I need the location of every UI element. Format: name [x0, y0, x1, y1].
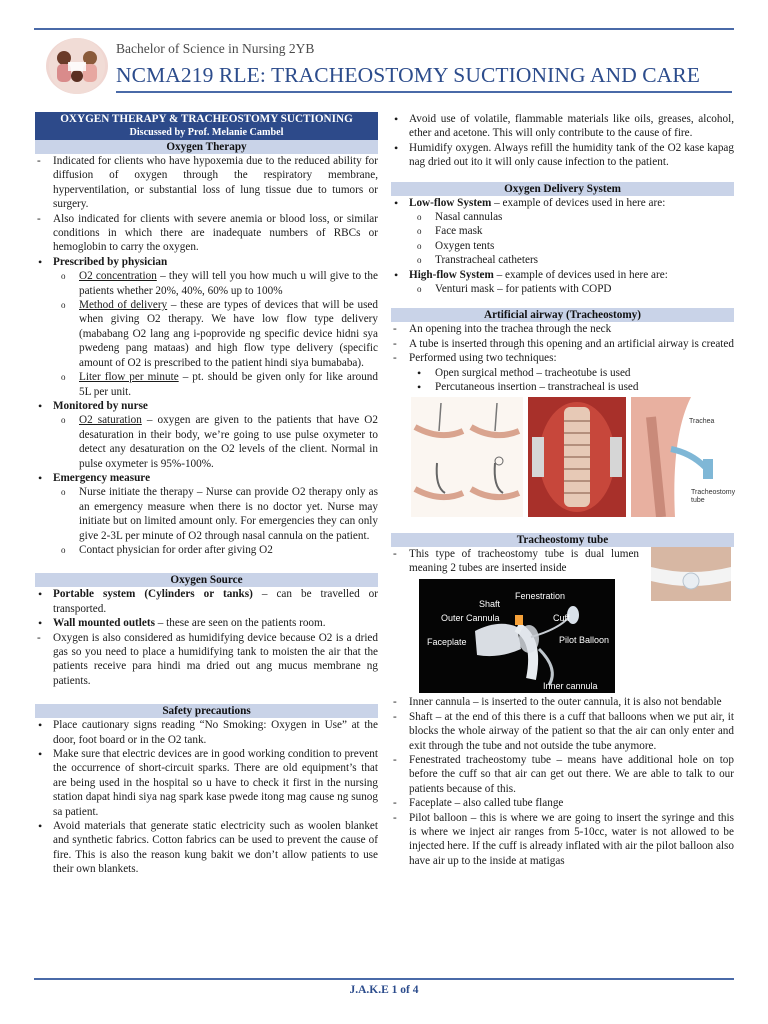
subheading-monitored: Monitored by nurse [53, 399, 148, 412]
top-rule [34, 28, 734, 30]
list-item: - Shaft – at the end of this there is a cuff that balloons when we put air, it blocks the whole airway of the patient so that the air can only enter and exit through the tube and not outside the tube anymore. [391, 710, 734, 753]
section-heading-oxygen-source: Oxygen Source [35, 573, 378, 587]
list-item [35, 370, 378, 399]
section-heading-oxygen-therapy: Oxygen Therapy [35, 140, 378, 154]
label-outer-cannula: Outer Cannula [441, 613, 500, 624]
program-subtitle: Bachelor of Science in Nursing 2YB [116, 41, 315, 56]
list-item [35, 616, 378, 630]
term: Method of delivery [79, 299, 168, 312]
tracheostomy-tube-diagram [631, 397, 734, 517]
left-column [35, 112, 378, 877]
label-fenestration: Fenestration [515, 591, 566, 602]
subheading-prescribed: Prescribed by physician [53, 255, 168, 268]
term-text: – example of devices used in here are: [493, 268, 668, 281]
term-text: – these are seen on the patients room. [154, 617, 326, 630]
header-rule [116, 91, 732, 93]
list-item: • Open surgical method – tracheotube is used [391, 366, 734, 380]
list-item: o Oxygen tents [391, 239, 734, 253]
list-item: • Percutaneous insertion – transtracheal is used [391, 380, 734, 394]
section-heading-delivery: Oxygen Delivery System [391, 182, 734, 196]
list-item: o Venturi mask – for patients with COPD [391, 282, 734, 296]
author-logo [46, 38, 108, 94]
list-item: - Also indicated for clients with severe anemia or blood loss, or similar conditions in which there are inadequate numbers of RBCs or hemoglobin to carry the oxygen. [35, 212, 378, 255]
section-heading-airway: Artificial airway (Tracheostomy) [391, 308, 734, 322]
list-item: - Faceplate – also called tube flange [391, 796, 734, 810]
insertion-steps-illustration [411, 397, 523, 517]
tube-parts-photo [419, 579, 615, 693]
list-item [35, 471, 378, 485]
list-item [391, 196, 734, 210]
bold-term: High-flow System [409, 268, 494, 281]
list-item [35, 298, 378, 370]
label-cuff: Cuff [553, 613, 570, 624]
subheading-emergency: Emergency measure [53, 471, 151, 484]
list-item: o Transtracheal catheters [391, 253, 734, 267]
figure-label-tracheostomy-tube: Tracheostomy tube [691, 488, 736, 504]
list-item [391, 268, 734, 282]
list-item: • Avoid use of volatile, flammable materials like oils, greases, alcohol, ether and acetone. This will only contribute to the cause of fire. [391, 112, 734, 141]
tracheostomy-figures [391, 397, 734, 521]
list-item [35, 269, 378, 298]
topic-title: OXYGEN THERAPY & TRACHEOSTOMY SUCTIONING [60, 113, 353, 125]
list-item: - This type of tracheostomy tube is dual lumen meaning 2 tubes are inserted inside [391, 547, 639, 576]
list-item: - Indicated for clients who have hypoxemia due to the reduced ability for diffusion of oxygen through the respiratory membrane, hyperventilation, or substantial loss of lung tissue due to tumors or surgery. [35, 154, 378, 212]
list-item: - Oxygen is also considered as humidifying device because O2 is a dried gas so you need to place a humidifying tank to moisten the air that the patients receive para hindi ma dried out ang mucus membrane ng patients. [35, 631, 378, 689]
term: O2 saturation [79, 414, 142, 427]
trachea-surgery-photo [528, 397, 626, 517]
section-heading-safety: Safety precautions [35, 704, 378, 718]
list-item: • Avoid materials that generate static electricity such as woolen blanket and synthetic fabrics. Cotton fabrics can be used to prevent the cause of fire. This is also the reason kung bakit we don’t allow patients to use their own blankets. [35, 819, 378, 877]
list-item: o Contact physician for order after giving O2 [35, 543, 378, 557]
page-title: NCMA219 RLE: TRACHEOSTOMY SUCTIONING AND CARE [116, 63, 701, 87]
list-item [35, 255, 378, 269]
list-item: - Fenestrated tracheostomy tube – means have additional hole on top before the cuff so that air can get out there. We are able to talk to our patients because of this. [391, 753, 734, 796]
list-item: - Performed using two techniques: [391, 351, 734, 365]
list-item: - An opening into the trachea through the neck [391, 322, 734, 336]
term: Liter flow per minute [79, 371, 179, 384]
label-shaft: Shaft [479, 599, 501, 610]
list-item [35, 413, 378, 471]
term-text: – example of devices used in here are: [491, 196, 666, 209]
tube-parts-figure [391, 579, 734, 695]
list-item: - Inner cannula – is inserted to the outer cannula, it is also not bendable [391, 695, 734, 709]
term-text: – they will tell you how much u will give to the patients whether 20%, 40%, 60% up to 100% [79, 270, 378, 297]
list-item: • Place cautionary signs reading “No Smoking: Oxygen in Use” at the door, foot board or in the O2 tank. [35, 718, 378, 747]
term-text: – pt. should be given only for like around 5L per unit. [79, 371, 378, 398]
section-heading-tube: Tracheostomy tube [391, 533, 734, 547]
list-item: • Make sure that electric devices are in good working condition to prevent the occurrence of short-circuit sparks. There are old equipment’s that are being used in the hospital so u have to check it first in the nursing station dapat hindi siya nag spark kase pwede itong mag cause ng sunog sa patient. [35, 747, 378, 819]
topic-lecturer: Discussed by Prof. Melanie Cambel [129, 127, 284, 138]
list-item: o Face mask [391, 224, 734, 238]
term-text: – these are types of devices that will be used when giving O2 therapy. We have low flow type delivery (mababang O2 lang ang i-poprovide ng specific device hidni sya pwedeng pang mataas) and high flow type delivery (specific amount of O2 is prescribed to the patient hindi siya bumababa). [79, 299, 378, 369]
footer-rule [34, 978, 734, 980]
label-inner-cannula: Inner cannula [543, 681, 598, 692]
page-footer: J.A.K.E 1 of 4 [349, 984, 419, 996]
term: O2 concentration [79, 270, 157, 283]
label-pilot-balloon: Pilot Balloon [559, 635, 610, 646]
list-item: - A tube is inserted through this opening and an artificial airway is created [391, 337, 734, 351]
label-faceplate: Faceplate [427, 637, 467, 648]
bold-term: Wall mounted outlets [53, 617, 155, 630]
list-item: o Nasal cannulas [391, 210, 734, 224]
term-text: – oxygen are given to the patients that have O2 desaturation in their body, we’re going to use pulse oxymeter to detect any desaturation on the O2 levels of the client. Normal in pulse oxymeter is 95%-100%. [79, 414, 378, 470]
figure-label-trachea: Trachea [689, 417, 715, 425]
term-text: – can be travelled or transported. [53, 588, 378, 615]
bold-term: Low-flow System [409, 196, 492, 209]
right-column [391, 112, 734, 868]
list-item [35, 587, 378, 616]
topic-banner [35, 112, 378, 140]
list-item: o Nurse initiate the therapy – Nurse can provide O2 therapy only as an emergency measure when there is no doctor yet. Nurse may initiate but on limited amount only. For emergencies they can only give 2-3L per minute of O2 through nasal cannula on the patient. [35, 485, 378, 543]
list-item: - Pilot balloon – this is where we are going to insert the syringe and this is where we inject air ranges from 5-10cc, water is not allowed to be injected here. If the cuff is already inflated with air the pilot balloon also have air up to the inside at matigas [391, 811, 734, 869]
bold-term: Portable system (Cylinders or tanks) [53, 588, 253, 601]
list-item: • Humidify oxygen. Always refill the humidity tank of the O2 kase kapag nag dried out ito it will only cause infection to the patient. [391, 141, 734, 170]
list-item [35, 399, 378, 413]
